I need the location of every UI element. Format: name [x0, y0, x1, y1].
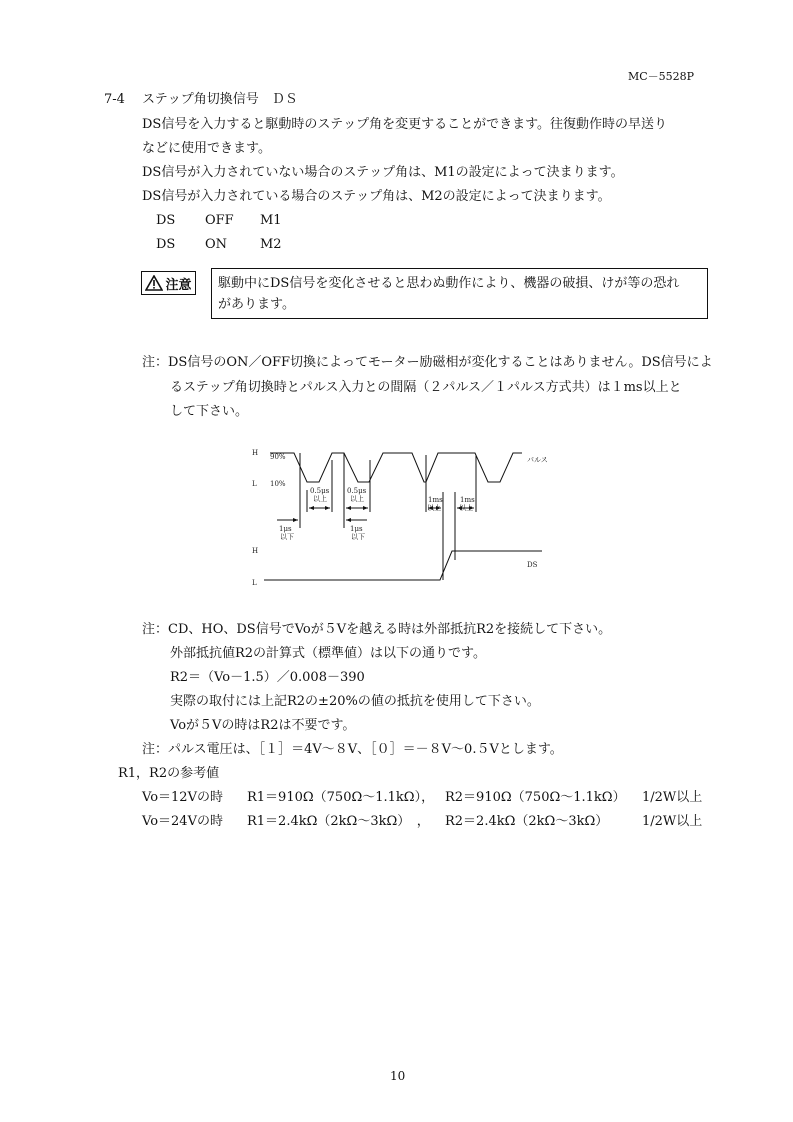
note-line: 注：パルス電圧は、［１］＝4V～８V、［０］＝－８V～0.５Vとします。	[142, 742, 563, 757]
arrowhead	[325, 506, 330, 510]
reference-title: R1，R2の参考値	[118, 766, 220, 781]
label-1ms-2: 1ms	[460, 496, 475, 504]
ref-r1: R1＝910Ω（750Ω～1.1kΩ），	[247, 790, 435, 805]
note-line: Voが５Vの時はR2は不要です。	[170, 718, 356, 733]
label-h-bottom: H	[252, 547, 259, 555]
formula: R2＝（Vo－1.5）／0.008－390	[170, 670, 365, 685]
table-cell: DS	[156, 237, 176, 252]
label-rise-1: 1μs	[279, 525, 292, 533]
note-line: 注：DS信号のON／OFF切換によってモーター励磁相が変化することはありません。DS信号によ	[142, 355, 713, 370]
label-1ms-1b: 以上	[427, 504, 441, 512]
label-rise-2: 1μs	[350, 525, 363, 533]
table-cell: DS	[156, 213, 176, 228]
caution-text: があります。	[218, 297, 295, 312]
label-1ms-1: 1ms	[428, 496, 443, 504]
document-id: MC－5528P	[628, 70, 695, 83]
arrowhead	[363, 506, 368, 510]
label-1ms-2b: 以上	[459, 504, 473, 512]
note-line: 実際の取付には上記R2の±20%の値の抵抗を使用して下さい。	[170, 694, 540, 709]
table-cell: OFF	[205, 213, 234, 228]
label-l-top: L	[252, 480, 257, 488]
note-line: るステップ角切換時とパルス入力との間隔（２パルス／１パルス方式共）は１ms以上と	[170, 380, 682, 395]
label-10pct: 10%	[270, 480, 286, 488]
table-cell: M1	[260, 213, 282, 228]
paragraph-line: などに使用できます。	[142, 141, 271, 156]
note-line: 注：CD、HO、DS信号でVoが５Vを越える時は外部抵抗R2を接続して下さい。	[142, 622, 612, 637]
note-line: して下さい。	[170, 404, 249, 419]
arrowhead	[346, 506, 351, 510]
label-pulse: パルス	[527, 456, 548, 464]
label-h-top: H	[252, 449, 259, 457]
section-number: 7-4	[104, 92, 125, 107]
ds-waveform	[264, 551, 542, 580]
label-width-2b: 以上	[350, 495, 364, 503]
arrowhead	[293, 518, 298, 522]
caution-label: 注意	[165, 277, 192, 293]
label-rise-2b: 以下	[351, 533, 365, 541]
paragraph-line: DS信号が入力されていない場合のステップ角は、M1の設定によって決まります。	[142, 165, 624, 180]
table-cell: ON	[205, 237, 228, 252]
label-ds: DS	[527, 561, 538, 569]
label-width-1b: 以上	[313, 495, 327, 503]
label-rise-1b: 以下	[280, 533, 294, 541]
label-l-bottom: L	[252, 579, 257, 587]
ref-r2: R2＝910Ω（750Ω～1.1kΩ）	[445, 790, 626, 805]
section-title: ステップ角切換信号 ＤＳ	[142, 92, 298, 107]
page-number: 10	[390, 1069, 406, 1083]
caution-text: 駆動中にDS信号を変化させると思わぬ動作により、機器の破損、けが等の恐れ	[218, 276, 680, 291]
table-cell: M2	[260, 237, 282, 252]
label-90pct: 90%	[270, 453, 286, 461]
ref-r1: R1＝2.4kΩ（2kΩ～3kΩ） ，	[247, 814, 430, 829]
ref-wattage: 1/2W以上	[642, 814, 703, 829]
ref-vo: Vo＝24Vの時	[142, 814, 223, 829]
ref-wattage: 1/2W以上	[642, 790, 703, 805]
note-line: 外部抵抗値R2の計算式（標準値）は以下の通りです。	[170, 646, 487, 661]
paragraph-line: DS信号が入力されている場合のステップ角は、M2の設定によって決まります。	[142, 189, 611, 204]
label-width-1: 0.5μs	[310, 487, 330, 495]
arrowhead	[346, 518, 351, 522]
ref-r2: R2＝2.4kΩ（2kΩ～3kΩ）	[445, 814, 609, 829]
ref-vo: Vo＝12Vの時	[142, 790, 223, 805]
label-width-2: 0.5μs	[347, 487, 367, 495]
arrowhead	[309, 506, 314, 510]
pulse-waveform	[270, 453, 522, 482]
paragraph-line: DS信号を入力すると駆動時のステップ角を変更することができます。往復動作時の早送り	[142, 117, 668, 132]
